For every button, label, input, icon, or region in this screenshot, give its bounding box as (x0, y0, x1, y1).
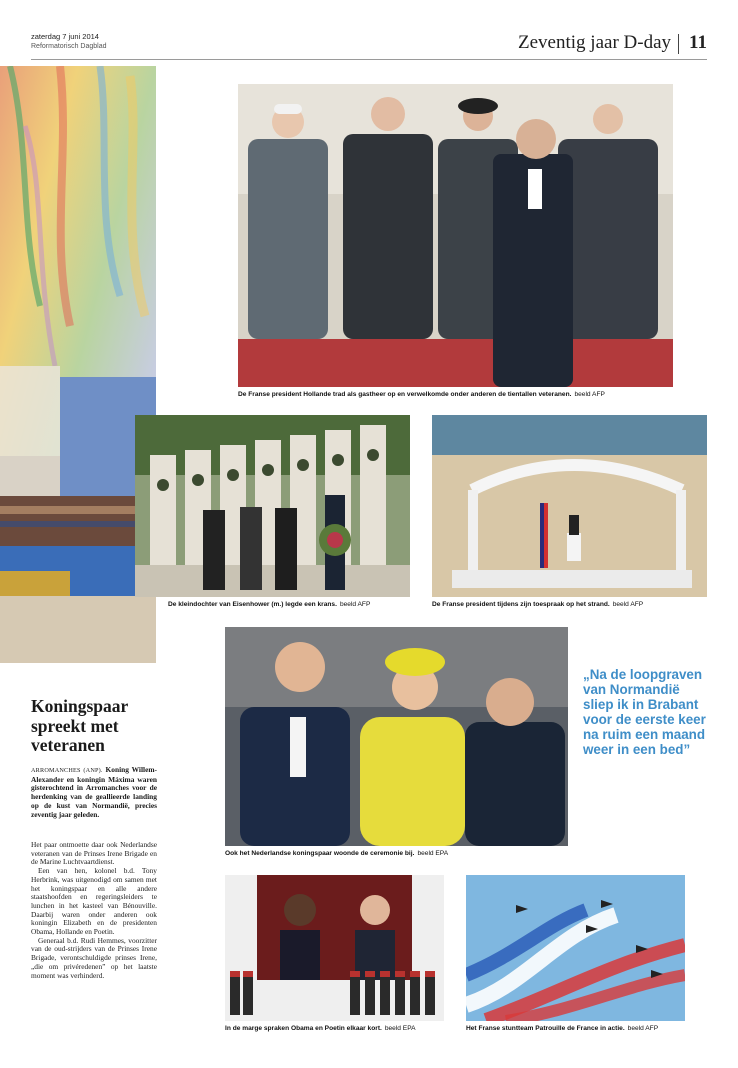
eisenhower-caption (168, 601, 370, 608)
photo-credit: beeld EPA (417, 850, 449, 857)
photo-credit: beeld AFP (574, 391, 605, 398)
article-paragraph: Generaal b.d. Rudi Hemmes, voorzitter van de oud-strijders van de Prinses Irene Brigade, verontschuldigde prinses Irene, „die om privéredenen” op het laatste moment was verhinderd. (31, 935, 157, 980)
caption-text: De Franse president Hollande trad als gastheer op en verwelkomde onder anderen de tientallen veteranen. (238, 391, 572, 398)
obama-putin-screen-photo (225, 875, 444, 1021)
article-headline: Koningspaar spreekt met veteranen (31, 696, 128, 755)
page-header (31, 28, 707, 60)
article-dateline: ARROMANCHES (ANP). (31, 767, 103, 774)
royal-couple-photo (225, 627, 568, 846)
caption-text: De kleindochter van Eisenhower (m.) legde een krans. (168, 601, 337, 608)
veterans-caption (238, 391, 605, 398)
caption-text: In de marge spraken Obama en Poetin elkaar kort. (225, 1025, 382, 1032)
speech-caption (432, 601, 643, 608)
pull-quote: „Na de loopgraven van Normandië sliep ik in Brabant voor de eerste keer na ruim een maand weer in een bed” (583, 667, 706, 757)
photo-credit: beeld AFP (612, 601, 644, 608)
photo-credit: beeld AFP (627, 1025, 659, 1032)
patrouille-de-france-photo (466, 875, 685, 1021)
photo-credit: beeld EPA (384, 1025, 416, 1032)
caption-text: Ook het Nederlandse koningspaar woonde de ceremonie bij. (225, 850, 415, 857)
caption-text: Het Franse stuntteam Patrouille de France in actie. (466, 1025, 625, 1032)
royals-caption (225, 850, 448, 857)
obama-caption (225, 1025, 416, 1032)
lead-text: Koning Willem-Alexander en koningin Máxima waren gisterochtend in Arromanches voor de herdenking van de geallieerde landing op de kust van Normandië, precies zeventig jaar geleden. (31, 765, 157, 819)
article-paragraph: Het paar ontmoette daar ook Nederlandse veteranen van de Prinses Irene Brigade en de Marine Luchtvaartdienst. (31, 840, 157, 867)
header-divider (678, 34, 679, 54)
article-paragraph: Een van hen, kolonel b.d. Tony Herbrink, was uitgenodigd om samen met het koningspaar en alle andere staatshoofden en regeringsleiders te lunchen in het kasteel van Bénouville. Daarbij waren onder anderen ook koningin Elizabeth en de presidenten Obama, Hollande en Poetin. (31, 866, 157, 937)
newspaper-name: Reformatorisch Dagblad (31, 43, 107, 50)
veterans-photo (238, 84, 673, 387)
smoke-trails-photo (0, 66, 156, 663)
photo-credit: beeld AFP (339, 601, 371, 608)
eisenhower-wreath-photo (135, 415, 410, 597)
caption-text: De Franse president tijdens zijn toespraak op het strand. (432, 601, 610, 608)
patrouille-caption (466, 1025, 658, 1032)
article-body (31, 841, 157, 980)
page-number: 11 (689, 32, 707, 53)
article-lead (31, 766, 157, 819)
beach-speech-photo (432, 415, 707, 597)
section-title: Zeventig jaar D-day (518, 32, 671, 53)
issue-date: zaterdag 7 juni 2014 (31, 32, 99, 41)
